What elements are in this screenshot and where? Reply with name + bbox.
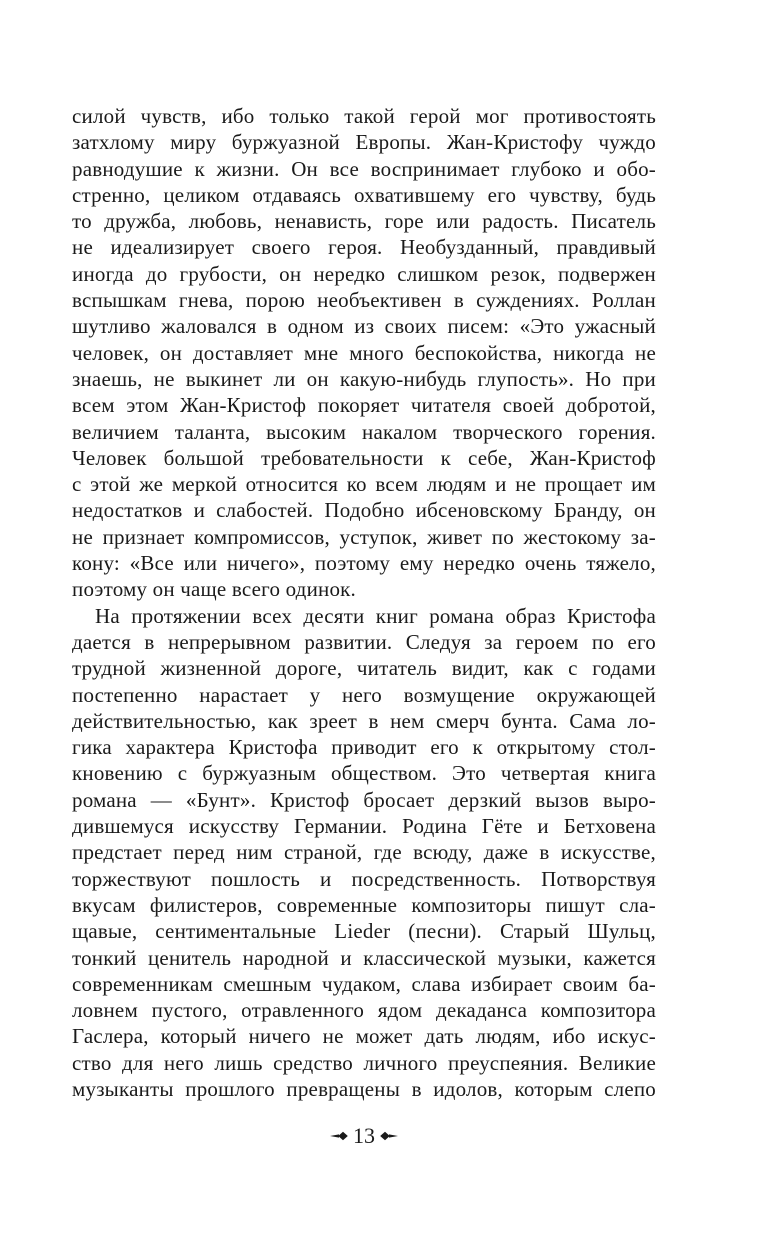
text-line: с этой же меркой относится ко всем людям и не прощает им <box>72 472 656 497</box>
text-line: шутливо жаловался в одном из своих писем: «Это ужасный <box>72 314 656 339</box>
text-line: поэтому он чаще всего одинок. <box>72 577 356 602</box>
text-line: кону: «Все или ничего», поэтому ему нередко очень тяжело, <box>72 551 656 576</box>
text-line: недостатков и слабостей. Подобно ибсеновскому Бранду, он <box>72 498 656 523</box>
text-line: человек, он доставляет мне много беспокойства, никогда не <box>72 340 656 365</box>
text-line: силой чувств, ибо только такой герой мог противостоять <box>72 104 656 128</box>
text-line: тонкий ценитель народной и классической музыки, кажется <box>72 945 656 970</box>
text-line: торжествуют пошлость и посредственность. Потворствуя <box>72 866 656 891</box>
text-line: ловнем пустого, отравленного ядом декаданса композитора <box>72 998 656 1023</box>
text-block <box>72 103 656 1102</box>
text-line: стренно, целиком отдаваясь охватившему его чувству, будь <box>72 182 656 207</box>
text-line: иногда до грубости, он нередко слишком резок, подвержен <box>72 261 656 286</box>
text-line: кновению с буржуазным обществом. Это четвертая книга <box>72 761 656 786</box>
text-line: знаешь, не выкинет ли он какую-нибудь глупость». Но при <box>72 366 656 391</box>
text-line: романа — «Бунт». Кристоф бросает дерзкий вызов выро- <box>72 787 656 812</box>
page-number: 13 <box>353 1123 375 1148</box>
text-line: величием таланта, высоким накалом творческого горения. <box>72 419 656 444</box>
text-line: то дружба, любовь, ненависть, горе или радость. Писатель <box>72 209 656 234</box>
text-line: Гаслера, который ничего не может дать людям, ибо искус- <box>72 1024 656 1049</box>
text-line: вспышкам гнева, порою необъективен в суждениях. Роллан <box>72 288 656 313</box>
text-line: дается в непрерывном развитии. Следуя за героем по его <box>72 629 656 654</box>
text-line: всем этом Жан-Кристоф покоряет читателя своей добротой, <box>72 393 656 418</box>
text-line: затхлому миру буржуазной Европы. Жан-Кристофу чуждо <box>72 130 656 155</box>
text-line: предстает перед ним страной, где всюду, даже в искусстве, <box>72 840 656 865</box>
text-line: действительностью, как зреет в нем смерч бунта. Сама ло- <box>72 708 656 733</box>
text-line: вкусам филистеров, современные композиторы пишут сла- <box>72 892 656 917</box>
text-line: не признает компромиссов, уступок, живет по жестокому за- <box>72 524 656 549</box>
diamond-tail-left-icon <box>330 1131 348 1141</box>
text-line: Человек большой требовательности к себе, Жан-Кристоф <box>72 445 656 470</box>
text-line: не идеализирует своего героя. Необузданный, правдивый <box>72 235 656 260</box>
text-line: дившемуся искусству Германии. Родина Гёте и Бетховена <box>72 814 656 839</box>
text-line: На протяжении всех десяти книг романа образ Кристофа <box>95 603 656 628</box>
text-line: щавые, сентиментальные Lieder (песни). Старый Шульц, <box>72 919 656 944</box>
text-line: гика характера Кристофа приводит его к открытому стол- <box>72 735 656 760</box>
text-line: современникам смешным чудаком, слава избирает своим ба- <box>72 971 656 996</box>
diamond-tail-right-icon <box>380 1131 398 1141</box>
text-line: трудной жизненной дороге, читатель видит, как с годами <box>72 656 656 681</box>
page-footer <box>72 1124 656 1148</box>
text-line: равнодушие к жизни. Он все воспринимает глубоко и обо- <box>72 156 656 181</box>
text-line: постепенно нарастает у него возмущение окружающей <box>72 682 656 707</box>
text-line: ство для него лишь средство личного преуспеяния. Великие <box>72 1050 656 1075</box>
text-line: музыканты прошлого превращены в идолов, которым слепо <box>72 1076 656 1101</box>
